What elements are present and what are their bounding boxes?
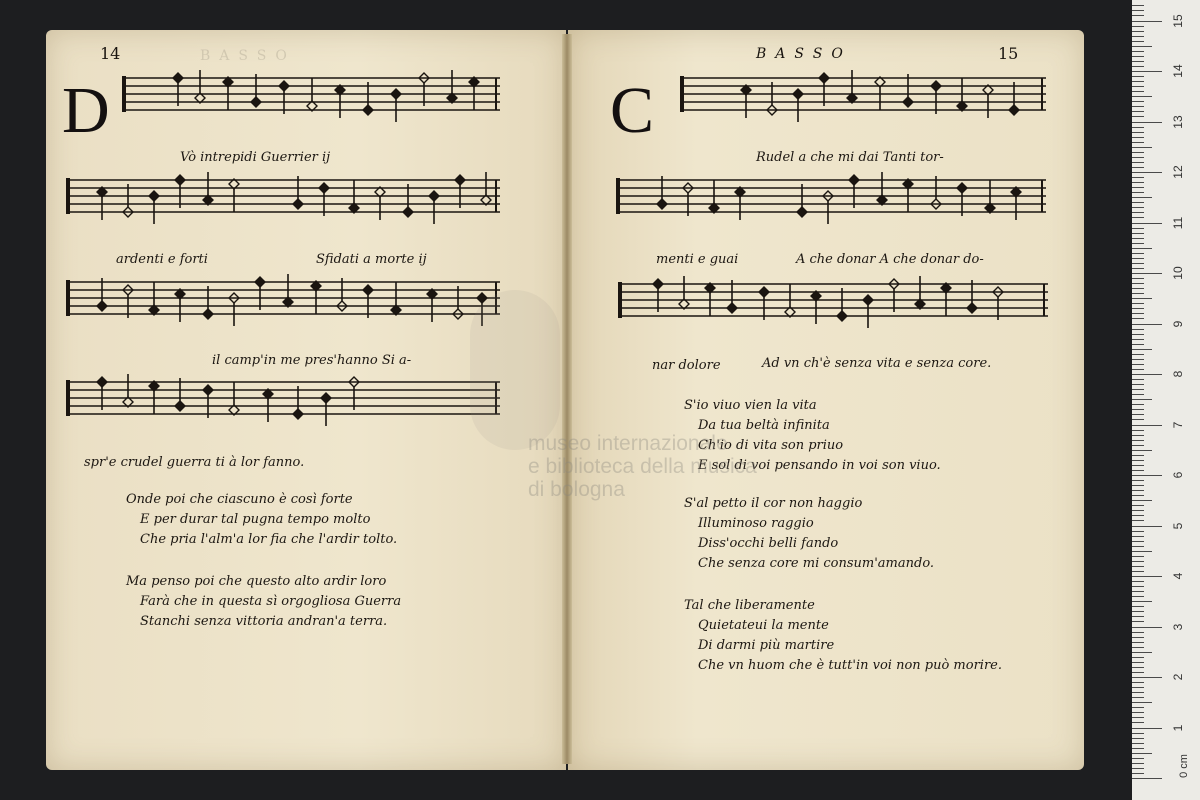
music-note	[403, 207, 413, 217]
music-note	[97, 377, 107, 387]
ruler-tick	[1132, 339, 1144, 340]
ruler-tick	[1132, 445, 1144, 446]
ruler-tick	[1132, 394, 1144, 395]
ruler-tick	[1132, 76, 1144, 77]
ruler-tick	[1132, 298, 1152, 299]
ruler-number: 3	[1171, 623, 1185, 630]
ruler-tick	[1132, 41, 1144, 42]
ruler-tick	[1132, 566, 1144, 567]
verse-line: Illuminoso raggio	[698, 516, 814, 531]
left-stanza-2	[126, 572, 401, 632]
ruler-tick	[1132, 763, 1144, 764]
ruler-number: 6	[1171, 471, 1185, 479]
ruler-tick	[1132, 637, 1144, 638]
ruler-tick	[1132, 758, 1144, 759]
music-note	[175, 175, 185, 185]
music-note	[931, 81, 941, 91]
ruler-tick	[1132, 581, 1144, 582]
ruler-tick	[1132, 722, 1144, 723]
ruler-tick	[1132, 308, 1144, 309]
ruler-tick	[1132, 384, 1144, 385]
music-staff-4	[62, 370, 502, 450]
lyric-line-6: Rudel a che mi dai Tanti tor-	[756, 150, 944, 165]
ruler-tick	[1132, 743, 1144, 744]
ruler-tick	[1132, 324, 1162, 325]
ruler-tick	[1132, 687, 1144, 688]
ruler-tick	[1132, 495, 1144, 496]
music-note	[363, 105, 373, 115]
ruler-tick	[1132, 263, 1144, 264]
music-note	[837, 311, 847, 321]
ruler-tick	[1132, 238, 1144, 239]
verse-line: Stanchi senza vittoria andran'a terra.	[140, 614, 388, 629]
verse-line: E per durar tal pugna tempo molto	[140, 512, 371, 527]
ruler-tick	[1132, 197, 1152, 198]
ruler-tick	[1132, 223, 1162, 224]
ruler-tick	[1132, 773, 1144, 774]
music-note	[363, 285, 373, 295]
ruler-number: 1	[1171, 724, 1185, 731]
ruler-tick	[1132, 465, 1144, 466]
ruler-tick	[1132, 526, 1162, 527]
ruler-tick	[1132, 753, 1152, 754]
ruler-tick	[1132, 672, 1144, 673]
ruler-tick	[1132, 177, 1144, 178]
ruler-tick	[1132, 369, 1144, 370]
ruler-tick	[1132, 364, 1144, 365]
ruler-tick	[1132, 46, 1152, 47]
ruler-tick	[1132, 329, 1144, 330]
ruler-tick	[1132, 450, 1152, 451]
music-note	[429, 191, 439, 201]
ruler-tick	[1132, 96, 1152, 97]
verse-line: Che vn huom che è tutt'in voi non può morire.	[698, 658, 1002, 673]
lyric-line-2: ardenti e forti	[116, 252, 208, 267]
right-page-number: 15	[998, 44, 1019, 63]
ruler-tick	[1132, 152, 1144, 153]
music-note	[957, 183, 967, 193]
ruler-tick	[1132, 81, 1144, 82]
ruler-tick	[1132, 243, 1144, 244]
music-note	[279, 81, 289, 91]
clef-mark	[66, 380, 70, 416]
ruler-tick	[1132, 510, 1144, 511]
music-note	[391, 89, 401, 99]
ruler-tick	[1132, 228, 1144, 229]
ruler-tick	[1132, 162, 1144, 163]
clef-mark	[66, 280, 70, 316]
ruler-tick	[1132, 430, 1144, 431]
watermark-line: e biblioteca della musica	[528, 455, 757, 478]
ruler-tick	[1132, 657, 1144, 658]
music-note	[793, 89, 803, 99]
music-note	[321, 393, 331, 403]
measuring-ruler	[1132, 0, 1200, 800]
ruler-tick	[1132, 642, 1144, 643]
show-through-running-head: BASSO	[200, 48, 296, 64]
ruler-tick	[1132, 667, 1144, 668]
ruler-tick	[1132, 409, 1144, 410]
verse-line: S'al petto il cor non haggio	[684, 496, 863, 511]
music-note	[727, 303, 737, 313]
music-note	[293, 409, 303, 419]
ruler-number: 2	[1171, 673, 1185, 681]
ruler-number: 11	[1171, 216, 1185, 229]
ruler-tick	[1132, 106, 1144, 107]
ruler-tick	[1132, 344, 1144, 345]
ruler-number: 4	[1171, 572, 1185, 580]
ruler-tick	[1132, 778, 1162, 779]
ruler-tick	[1132, 531, 1144, 532]
verse-line: Che senza core mi consum'amando.	[698, 556, 935, 571]
ruler-tick	[1132, 258, 1144, 259]
ruler-tick	[1132, 187, 1144, 188]
music-note	[175, 401, 185, 411]
ruler-tick	[1132, 66, 1144, 67]
verse-line: Di darmi più martire	[698, 638, 835, 653]
ruler-number: 5	[1171, 522, 1185, 529]
watermark-line: museo internazionale	[528, 432, 728, 455]
music-note	[1009, 105, 1019, 115]
ruler-tick	[1132, 435, 1144, 436]
museum-watermark	[528, 432, 757, 501]
left-page-number: 14	[100, 44, 121, 63]
ruler-tick	[1132, 116, 1144, 117]
lyric-line-7: menti e guai	[656, 252, 739, 267]
ruler-tick	[1132, 71, 1162, 72]
ruler-tick	[1132, 15, 1144, 16]
ruler-tick	[1132, 520, 1144, 521]
music-note	[319, 183, 329, 193]
verse-line: Da tua beltà infinita	[698, 418, 830, 433]
decorated-initial-c: C	[610, 74, 655, 147]
verse-line: Tal che liberamente	[684, 598, 815, 613]
ruler-tick	[1132, 677, 1162, 678]
ruler-tick	[1132, 293, 1144, 294]
music-staff-2	[62, 168, 502, 248]
ruler-tick	[1132, 217, 1144, 218]
ruler-tick	[1132, 192, 1144, 193]
ruler-tick	[1132, 202, 1144, 203]
ruler-tick	[1132, 5, 1144, 6]
ruler-number: 9	[1171, 320, 1185, 327]
lyric-line-5: spr'e crudel guerra ti à lor fanno.	[84, 455, 305, 470]
music-note	[797, 207, 807, 217]
ruler-tick	[1132, 91, 1144, 92]
ruler-number: 8	[1171, 370, 1185, 378]
ruler-tick	[1132, 733, 1144, 734]
ruler-tick	[1132, 334, 1144, 335]
music-note	[759, 287, 769, 297]
museum-watermark-logo	[470, 290, 560, 450]
ruler-tick	[1132, 21, 1162, 22]
ruler-number: 10	[1171, 266, 1185, 280]
ruler-tick	[1132, 359, 1144, 360]
ruler-tick	[1132, 36, 1144, 37]
verse-line: Onde poi che ciascuno è così forte	[126, 492, 353, 507]
music-note	[293, 199, 303, 209]
ruler-tick	[1132, 313, 1144, 314]
verse-line: Farà che in questa sì orgogliosa Guerra	[140, 594, 402, 609]
ruler-tick	[1132, 632, 1144, 633]
ruler-tick	[1132, 10, 1144, 11]
ruler-tick	[1132, 147, 1152, 148]
ruler-tick	[1132, 182, 1144, 183]
ruler-tick	[1132, 616, 1144, 617]
ruler-tick	[1132, 728, 1162, 729]
ruler-tick	[1132, 536, 1144, 537]
ruler-tick	[1132, 101, 1144, 102]
ruler-tick	[1132, 571, 1144, 572]
music-note	[653, 279, 663, 289]
clef-mark	[618, 282, 622, 318]
clef-mark	[66, 178, 70, 214]
ruler-tick	[1132, 490, 1144, 491]
ruler-number: 13	[1171, 114, 1185, 129]
ruler-tick	[1132, 172, 1162, 173]
ruler-tick	[1132, 86, 1144, 87]
verse-line: S'io viuo vien la vita	[684, 398, 817, 413]
music-staff-7	[614, 272, 1050, 352]
ruler-tick	[1132, 647, 1144, 648]
ruler-tick	[1132, 283, 1144, 284]
verse-line: Ma penso poi che questo alto ardir loro	[126, 574, 387, 589]
ruler-tick	[1132, 748, 1144, 749]
lyric-line-3: Sfidati a morte ij	[316, 252, 427, 267]
ruler-tick	[1132, 414, 1144, 415]
ruler-tick	[1132, 596, 1144, 597]
ruler-tick	[1132, 480, 1144, 481]
ruler-tick	[1132, 288, 1144, 289]
lyric-line-4: il camp'in me pres'hanno Si a-	[212, 353, 412, 368]
verse-line: Diss'occhi belli fando	[698, 536, 839, 551]
lyric-line-8: A che donar A che donar do-	[796, 252, 984, 267]
music-note	[251, 97, 261, 107]
music-note	[149, 191, 159, 201]
music-note	[203, 385, 213, 395]
music-note	[657, 199, 667, 209]
ruler-tick	[1132, 425, 1162, 426]
ruler-tick	[1132, 702, 1152, 703]
ruler-tick	[1132, 111, 1144, 112]
ruler-tick	[1132, 621, 1144, 622]
decorated-initial-d: D	[62, 74, 110, 147]
ruler-tick	[1132, 627, 1162, 628]
ruler-tick	[1132, 561, 1144, 562]
lyric-line-1: Vò intrepidi Guerrier ij	[180, 150, 331, 165]
ruler-unit-label: 0 cm	[1177, 754, 1190, 778]
ruler-tick	[1132, 707, 1144, 708]
verse-line: Che pria l'alm'a lor fia che l'ardir tolto.	[140, 532, 398, 547]
ruler-tick	[1132, 318, 1144, 319]
music-note	[903, 97, 913, 107]
ruler-tick	[1132, 475, 1162, 476]
music-note	[455, 175, 465, 185]
ruler-tick	[1132, 551, 1152, 552]
ruler-tick	[1132, 374, 1162, 375]
left-stanza-1	[126, 490, 397, 550]
ruler-tick	[1132, 717, 1144, 718]
ruler-tick	[1132, 682, 1144, 683]
music-staff-3	[62, 270, 502, 350]
running-head: BASSO	[756, 46, 852, 62]
ruler-tick	[1132, 500, 1152, 501]
ruler-tick	[1132, 278, 1144, 279]
ruler-tick	[1132, 460, 1144, 461]
ruler-tick	[1132, 248, 1152, 249]
ruler-number: 15	[1171, 13, 1185, 28]
ruler-tick	[1132, 419, 1144, 420]
ruler-tick	[1132, 470, 1144, 471]
ruler-tick	[1132, 601, 1152, 602]
ruler-tick	[1132, 389, 1144, 390]
ruler-tick	[1132, 485, 1144, 486]
right-stanza-3	[684, 596, 1002, 676]
music-staff-5	[676, 66, 1048, 146]
ruler-number: 7	[1171, 421, 1185, 428]
ruler-tick	[1132, 697, 1144, 698]
ruler-tick	[1132, 591, 1144, 592]
ruler-tick	[1132, 127, 1144, 128]
ruler-tick	[1132, 233, 1144, 234]
ruler-tick	[1132, 768, 1144, 769]
ruler-tick	[1132, 399, 1152, 400]
ruler-tick	[1132, 556, 1144, 557]
ruler-tick	[1132, 273, 1162, 274]
music-note	[863, 295, 873, 305]
ruler-tick	[1132, 611, 1144, 612]
ruler-tick	[1132, 662, 1144, 663]
ruler-tick	[1132, 349, 1152, 350]
clef-mark	[616, 178, 620, 214]
book-gutter	[562, 34, 572, 764]
verse-line: Ch'io di vita son priuo	[698, 438, 844, 453]
music-note	[255, 277, 265, 287]
music-staff-6	[612, 168, 1048, 248]
ruler-tick	[1132, 212, 1144, 213]
ruler-tick	[1132, 268, 1144, 269]
ruler-tick	[1132, 61, 1144, 62]
ruler-number: 14	[1171, 64, 1185, 78]
ruler-tick	[1132, 167, 1144, 168]
ruler-number: 12	[1171, 165, 1185, 179]
music-note	[849, 175, 859, 185]
ruler-tick	[1132, 142, 1144, 143]
ruler-tick	[1132, 576, 1162, 577]
ruler-tick	[1132, 515, 1144, 516]
ruler-tick	[1132, 440, 1144, 441]
ruler-tick	[1132, 455, 1144, 456]
ruler-tick	[1132, 31, 1144, 32]
ruler-tick	[1132, 354, 1144, 355]
ruler-tick	[1132, 404, 1144, 405]
ruler-tick	[1132, 505, 1144, 506]
verse-line: E sol di voi pensando in voi son viuo.	[698, 458, 941, 473]
ruler-tick	[1132, 541, 1144, 542]
music-note	[97, 301, 107, 311]
verse-line: Quietateui la mente	[698, 618, 829, 633]
ruler-tick	[1132, 132, 1144, 133]
ruler-tick	[1132, 122, 1162, 123]
clef-mark	[680, 76, 684, 112]
ruler-tick	[1132, 606, 1144, 607]
watermark-line: di bologna	[528, 478, 625, 501]
ruler-tick	[1132, 692, 1144, 693]
ruler-tick	[1132, 157, 1144, 158]
ruler-tick	[1132, 379, 1144, 380]
music-note	[967, 303, 977, 313]
ruler-tick	[1132, 207, 1144, 208]
music-staff-1	[118, 66, 502, 146]
ruler-tick	[1132, 546, 1144, 547]
ruler-tick	[1132, 712, 1144, 713]
ruler-tick	[1132, 738, 1144, 739]
music-note	[819, 73, 829, 83]
lyric-line-10: Ad vn ch'è senza vita e senza core.	[762, 356, 992, 371]
clef-mark	[122, 76, 126, 112]
right-stanza-2	[684, 494, 934, 574]
ruler-tick	[1132, 586, 1144, 587]
ruler-tick	[1132, 56, 1144, 57]
ruler-tick	[1132, 26, 1144, 27]
ruler-tick	[1132, 652, 1152, 653]
music-note	[173, 73, 183, 83]
ruler-tick	[1132, 303, 1144, 304]
music-note	[203, 309, 213, 319]
ruler-tick	[1132, 253, 1144, 254]
ruler-tick	[1132, 51, 1144, 52]
lyric-line-9: nar dolore	[652, 358, 721, 373]
ruler-tick	[1132, 137, 1144, 138]
